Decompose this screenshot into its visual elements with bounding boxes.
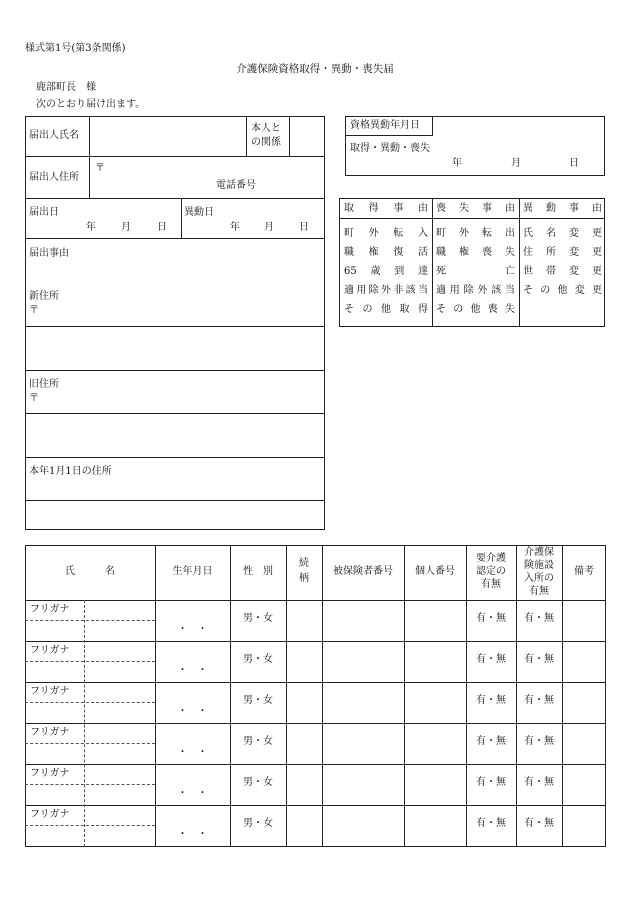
- change-reason-1[interactable]: 氏名変更: [523, 228, 602, 239]
- col-header-care-1: 要介護: [476, 553, 506, 564]
- col-header-name: 氏 名: [65, 566, 115, 577]
- col-header-care-2: 認定の: [476, 566, 506, 577]
- postal-mark: 〒: [95, 163, 105, 174]
- applicant-address-field[interactable]: [90, 157, 324, 197]
- row-6-facility[interactable]: 有・無: [524, 818, 554, 829]
- relation-label-1: 本人と: [251, 123, 281, 134]
- change-day: 日: [299, 222, 309, 233]
- jan1-address-label: 本年1月1日の住所: [29, 466, 112, 477]
- col-header-personal-no: 個人番号: [415, 566, 455, 577]
- row-2-furigana-label: フリガナ: [30, 645, 70, 656]
- row-6-furigana-label: フリガナ: [30, 809, 70, 820]
- row-4-facility[interactable]: 有・無: [524, 736, 554, 747]
- row-5-sex[interactable]: 男・女: [243, 777, 273, 788]
- lose-reason-2[interactable]: 職権喪失: [436, 247, 515, 258]
- change-reason-2[interactable]: 住所変更: [523, 247, 602, 258]
- col-header-care-3: 有無: [481, 579, 501, 590]
- change-month: 月: [264, 222, 274, 233]
- old-address-field[interactable]: [26, 414, 324, 456]
- change-date-label: 異動日: [184, 207, 214, 218]
- row-5-facility[interactable]: 有・無: [524, 777, 554, 788]
- relation-field[interactable]: [290, 117, 324, 155]
- row-1-furigana-label: フリガナ: [30, 604, 70, 615]
- lose-reason-1[interactable]: 町外転出: [436, 228, 515, 239]
- new-address-label: 新住所: [29, 291, 59, 302]
- addressee: 鹿部町長 様: [36, 82, 96, 93]
- row-3-furigana-label: フリガナ: [30, 686, 70, 697]
- col-header-facility-3: 入所の: [524, 573, 554, 584]
- new-address-postal-mark: 〒: [29, 305, 39, 316]
- row-2-birth-dots: ・ ・: [177, 665, 208, 676]
- row-2-sex[interactable]: 男・女: [243, 654, 273, 665]
- lose-reason-3[interactable]: 死亡: [436, 266, 515, 277]
- row-6-sex[interactable]: 男・女: [243, 818, 273, 829]
- row-1-sex[interactable]: 男・女: [243, 613, 273, 624]
- row-6-birth-dots: ・ ・: [177, 829, 208, 840]
- applicant-address-label: 届出人住所: [29, 172, 79, 183]
- row-4-sex[interactable]: 男・女: [243, 736, 273, 747]
- reason-header-change: 異動事由: [523, 203, 602, 214]
- reason-header-lose: 喪失事由: [436, 203, 515, 214]
- status-month: 月: [511, 158, 521, 169]
- acquire-reason-5[interactable]: その他取得: [344, 304, 428, 315]
- intro-text: 次のとおり届け出ます。: [36, 99, 146, 110]
- lose-reason-4[interactable]: 適用除外該当: [436, 285, 515, 296]
- acquire-reason-1[interactable]: 町外転入: [344, 228, 428, 239]
- col-header-relation-2: 柄: [299, 573, 309, 584]
- row-5-furigana-label: フリガナ: [30, 768, 70, 779]
- change-reason-4[interactable]: その他変更: [523, 285, 602, 296]
- lose-reason-5[interactable]: その他喪失: [436, 304, 515, 315]
- row-2-facility[interactable]: 有・無: [524, 654, 554, 665]
- col-header-facility-2: 険施設: [524, 560, 554, 571]
- row-3-facility[interactable]: 有・無: [524, 695, 554, 706]
- reason-header-acquire: 取得事由: [344, 203, 428, 214]
- row-5-care[interactable]: 有・無: [476, 777, 506, 788]
- form-title: 介護保険資格取得・異動・喪失届: [236, 63, 394, 75]
- acquire-reason-2[interactable]: 職権復活: [344, 247, 428, 258]
- col-header-insured-no: 被保険者番号: [333, 566, 393, 577]
- filing-year: 年: [86, 222, 96, 233]
- col-header-remarks: 備考: [574, 566, 594, 577]
- reason-label: 届出事由: [29, 248, 69, 259]
- row-1-care[interactable]: 有・無: [476, 613, 506, 624]
- row-5-birth-dots: ・ ・: [177, 788, 208, 799]
- status-date-title: 資格異動年月日: [350, 120, 420, 131]
- filing-month: 月: [121, 222, 131, 233]
- row-4-furigana-label: フリガナ: [30, 727, 70, 738]
- old-address-label: 旧住所: [29, 379, 59, 390]
- reason-field[interactable]: [26, 262, 324, 282]
- row-2-care[interactable]: 有・無: [476, 654, 506, 665]
- status-day: 日: [569, 158, 579, 169]
- col-header-sex: 性 別: [243, 566, 273, 577]
- col-header-birth: 生年月日: [172, 566, 213, 577]
- relation-label-2: の関係: [251, 137, 281, 148]
- col-header-facility-1: 介護保: [524, 547, 554, 558]
- row-1-birth-dots: ・ ・: [177, 624, 208, 635]
- row-4-care[interactable]: 有・無: [476, 736, 506, 747]
- row-4-birth-dots: ・ ・: [177, 747, 208, 758]
- row-3-care[interactable]: 有・無: [476, 695, 506, 706]
- row-6-care[interactable]: 有・無: [476, 818, 506, 829]
- col-header-relation-1: 続: [299, 558, 309, 569]
- old-address-postal-mark: 〒: [29, 393, 39, 404]
- form-number: 様式第1号(第3条関係): [25, 43, 126, 54]
- acquire-reason-3[interactable]: 65歳到達: [344, 266, 428, 277]
- status-year: 年: [452, 158, 462, 169]
- status-types[interactable]: 取得・異動・喪失: [350, 143, 430, 154]
- new-address-field[interactable]: [26, 327, 324, 369]
- row-3-birth-dots: ・ ・: [177, 706, 208, 717]
- change-reason-3[interactable]: 世帯変更: [523, 266, 602, 277]
- col-header-facility-4: 有無: [529, 586, 549, 597]
- filing-day: 日: [157, 222, 167, 233]
- acquire-reason-4[interactable]: 適用除外非該当: [344, 285, 428, 296]
- filing-date-label: 届出日: [29, 207, 59, 218]
- row-3-sex[interactable]: 男・女: [243, 695, 273, 706]
- applicant-name-label: 届出人氏名: [29, 130, 79, 141]
- applicant-name-field[interactable]: [90, 117, 245, 155]
- jan1-address-field[interactable]: [26, 501, 324, 529]
- phone-label: 電話番号: [216, 180, 256, 191]
- row-1-facility[interactable]: 有・無: [524, 613, 554, 624]
- change-year: 年: [230, 222, 240, 233]
